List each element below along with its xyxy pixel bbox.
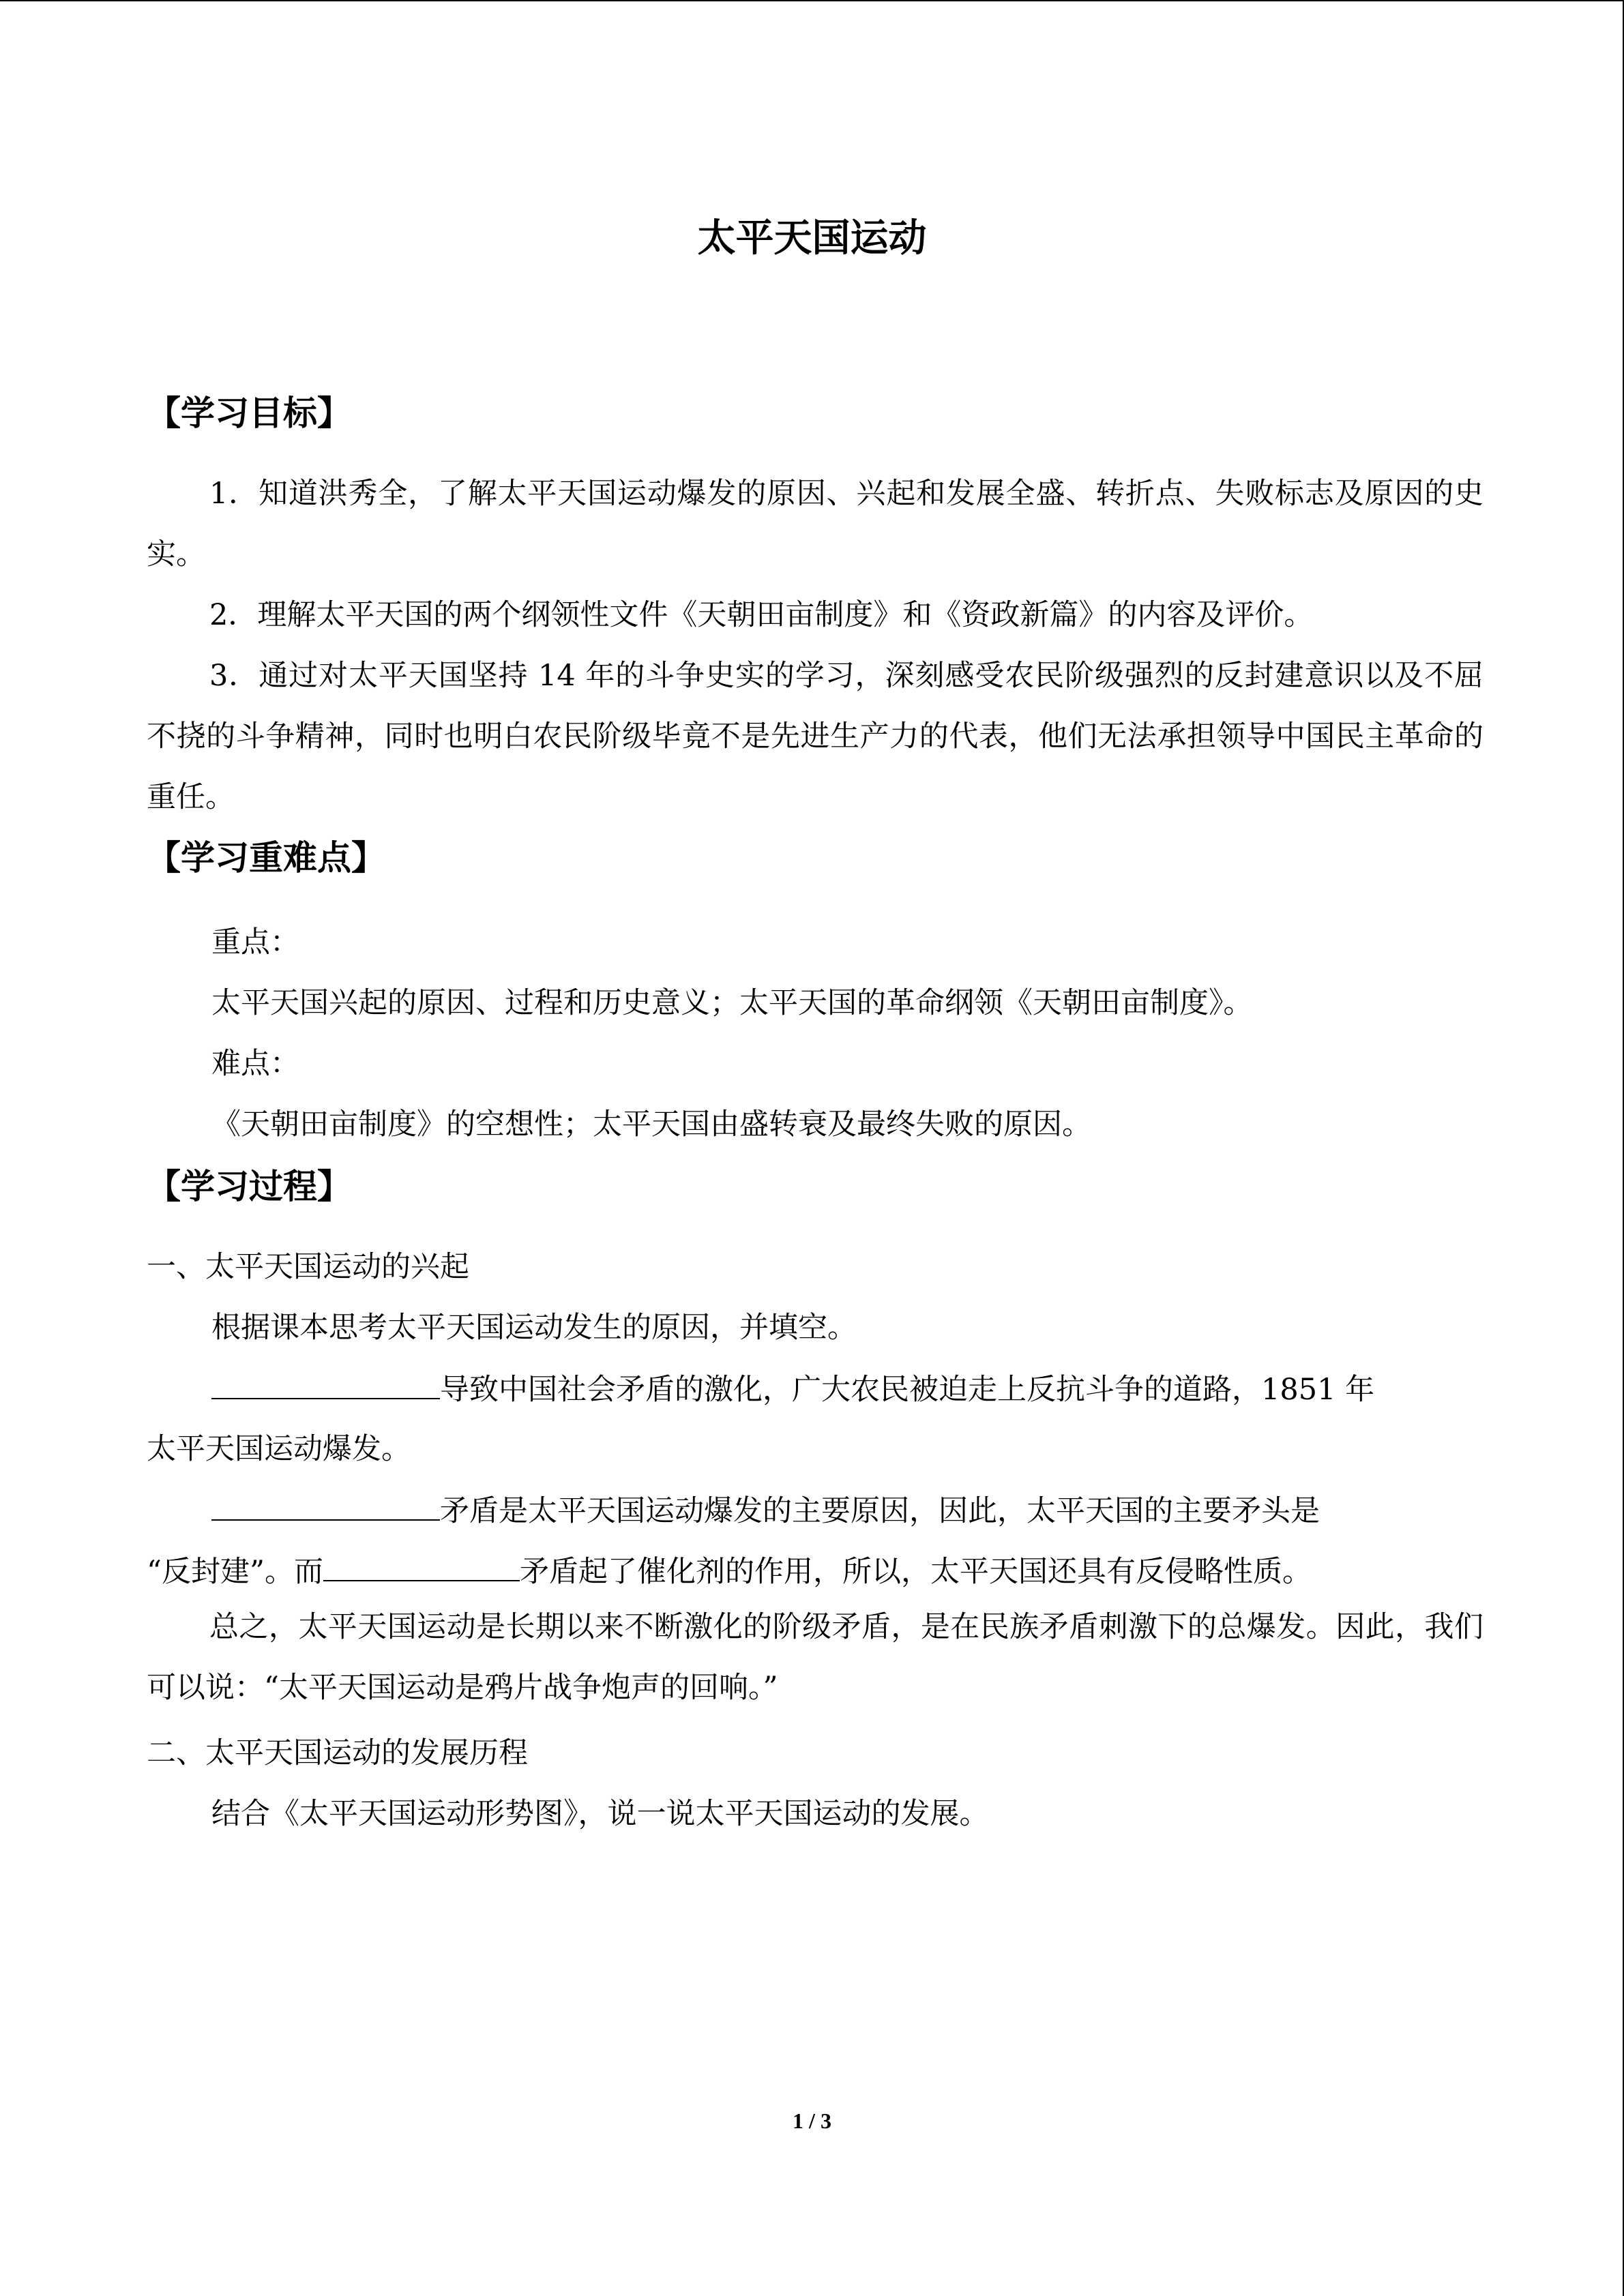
fill-in-sentence-1 — [211, 1368, 1374, 1410]
heading-learning-goals: 【学习目标】 — [147, 393, 351, 433]
goal-item-2: 2．理解太平天国的两个纲领性文件《天朝田亩制度》和《资政新篇》的内容及评价。 — [209, 598, 1314, 632]
difficult-label: 难点： — [211, 1047, 299, 1081]
part2-title: 二、太平天国运动的发展历程 — [147, 1736, 528, 1770]
goal-item-3: 3．通过对太平天国坚持 14 年的斗争史实的学习，深刻感受农民阶级强烈的反封建意识以及不屈不挠的斗争精神，同时也明白农民阶级毕竟不是先进生产力的代表，他们无法承担领导中国民主革命的重任。 — [147, 659, 1483, 814]
difficult-text: 《天朝田亩制度》的空想性；太平天国由盛转衰及最终失败的原因。 — [211, 1107, 1091, 1142]
answer-blank-3[interactable] — [323, 1550, 520, 1581]
fill-in-sentence-2-text: 矛盾是太平天国运动爆发的主要原因，因此，太平天国的主要矛头是 — [440, 1494, 1320, 1528]
fill-in-sentence-2 — [211, 1489, 1320, 1532]
fill-in-sentence-2-suffix: 矛盾起了催化剂的作用，所以，太平天国还具有反侵略性质。 — [519, 1555, 1312, 1589]
summary-paragraph: 总之，太平天国运动是长期以来不断激化的阶级矛盾，是在民族矛盾刺激下的总爆发。因此，我们可以说：“太平天国运动是鸦片战争炮声的回响。” — [147, 1610, 1483, 1705]
part2-intro: 结合《太平天国运动形势图》，说一说太平天国运动的发展。 — [211, 1797, 989, 1831]
answer-blank-1[interactable] — [211, 1368, 440, 1399]
answer-blank-2[interactable] — [211, 1489, 440, 1521]
key-text: 太平天国兴起的原因、过程和历史意义；太平天国的革命纲领《天朝田亩制度》。 — [211, 986, 1253, 1020]
fill-in-sentence-1-text: 导致中国社会矛盾的激化，广大农民被迫走上反抗斗争的道路，1851 年 — [440, 1373, 1375, 1407]
key-label: 重点： — [211, 925, 299, 959]
page-number: 1 / 3 — [793, 2108, 831, 2133]
fill-in-sentence-2-cont — [147, 1550, 1312, 1592]
goal-item-1: 1．知道洪秀全，了解太平天国运动爆发的原因、兴起和发展全盛、转折点、失败标志及原因的史实。 — [147, 477, 1483, 571]
part1-title: 一、太平天国运动的兴起 — [147, 1250, 469, 1284]
heading-key-points: 【学习重难点】 — [147, 838, 385, 878]
document-title: 太平天国运动 — [697, 216, 927, 260]
part1-intro: 根据课本思考太平天国运动发生的原因，并填空。 — [211, 1311, 857, 1345]
fill-in-sentence-2-prefix: “反封建”。而 — [147, 1555, 323, 1589]
fill-in-sentence-1-cont: 太平天国运动爆发。 — [147, 1432, 411, 1466]
heading-learning-process: 【学习过程】 — [147, 1167, 351, 1206]
